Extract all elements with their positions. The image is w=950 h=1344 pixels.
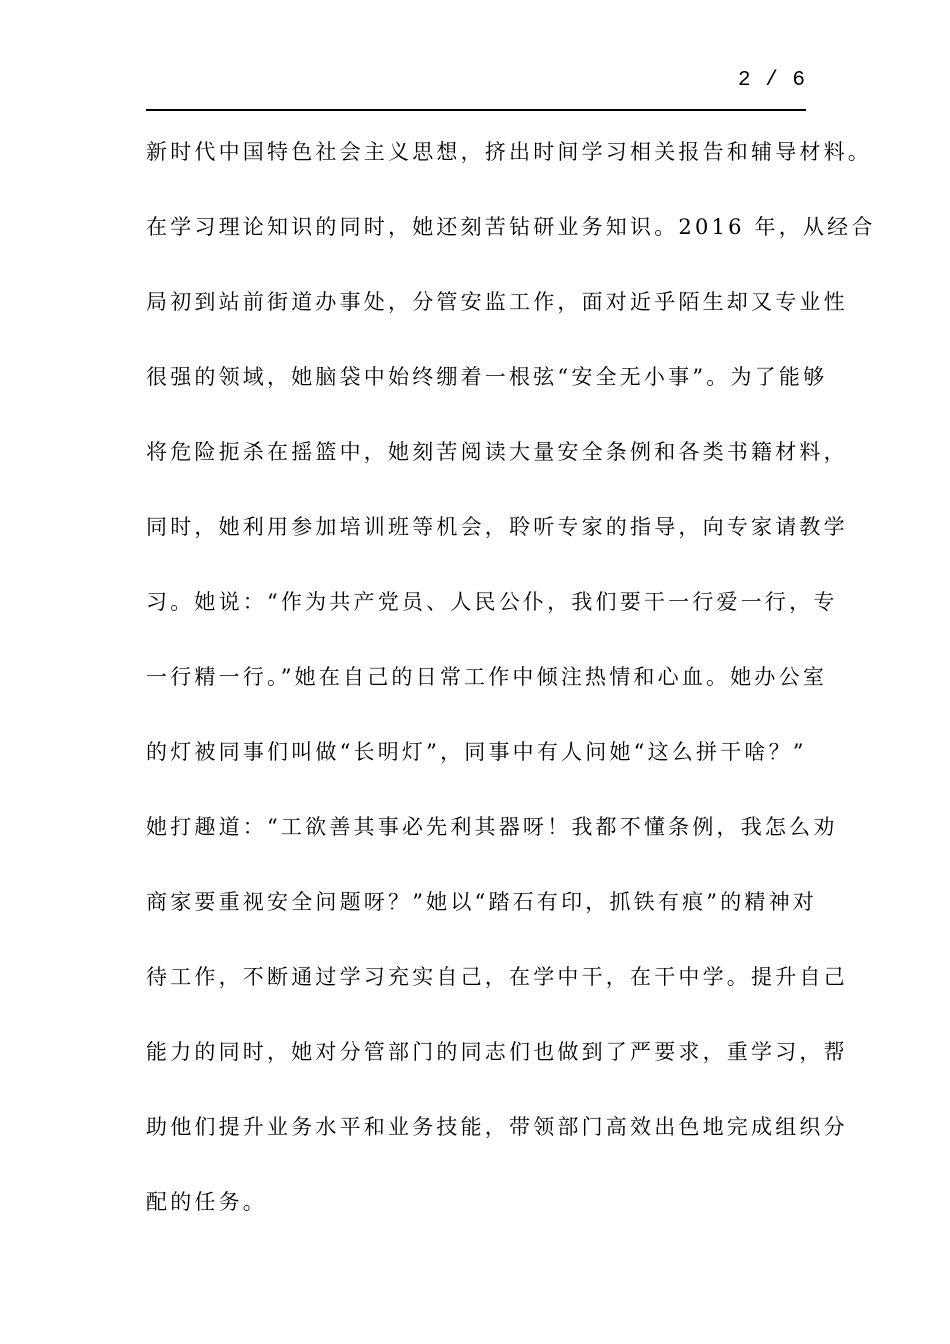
text-line: 配的任务。 xyxy=(146,1190,267,1214)
text-line: 将危险扼杀在摇篮中，她刻苦阅读大量安全条例和各类书籍材料， xyxy=(146,440,848,464)
text-line: 局初到站前街道办事处，分管安监工作，面对近乎陌生却又专业性 xyxy=(146,290,848,314)
text-line: 一行精一行。”她在自己的日常工作中倾注热情和心血。她办公室 xyxy=(146,665,828,689)
text-line: 待工作，不断通过学习充实自己，在学中干，在干中学。提升自己 xyxy=(146,965,848,989)
text-line: 在学习理论知识的同时，她还刻苦钻研业务知识。2016 年，从经合 xyxy=(146,215,876,239)
text-line: 新时代中国特色社会主义思想，挤出时间学习相关报告和辅导材料。 xyxy=(146,140,872,164)
page-header xyxy=(146,0,806,112)
text-line: 她打趣道：“工欲善其事必先利其器呀！我都不懂条例，我怎么劝 xyxy=(146,815,838,839)
text-line: 同时，她利用参加培训班等机会，聆听专家的指导，向专家请教学 xyxy=(146,515,848,539)
text-line: 习。她说：“作为共产党员、人民公仆，我们要干一行爱一行，专 xyxy=(146,590,838,614)
body-text xyxy=(146,130,876,1255)
text-line: 很强的领域，她脑袋中始终绷着一根弦“安全无小事”。为了能够 xyxy=(146,365,828,389)
header-divider xyxy=(146,109,806,111)
text-line: 助他们提升业务水平和业务技能，带领部门高效出色地完成组织分 xyxy=(146,1115,848,1139)
page-number: 2 / 6 xyxy=(737,69,806,92)
text-line: 商家要重视安全问题呀？”她以“踏石有印，抓铁有痕”的精神对 xyxy=(146,890,818,914)
text-line: 能力的同时，她对分管部门的同志们也做到了严要求，重学习，帮 xyxy=(146,1040,848,1064)
text-line: 的灯被同事们叫做“长明灯”，同事中有人问她“这么拼干啥？” xyxy=(146,740,807,764)
